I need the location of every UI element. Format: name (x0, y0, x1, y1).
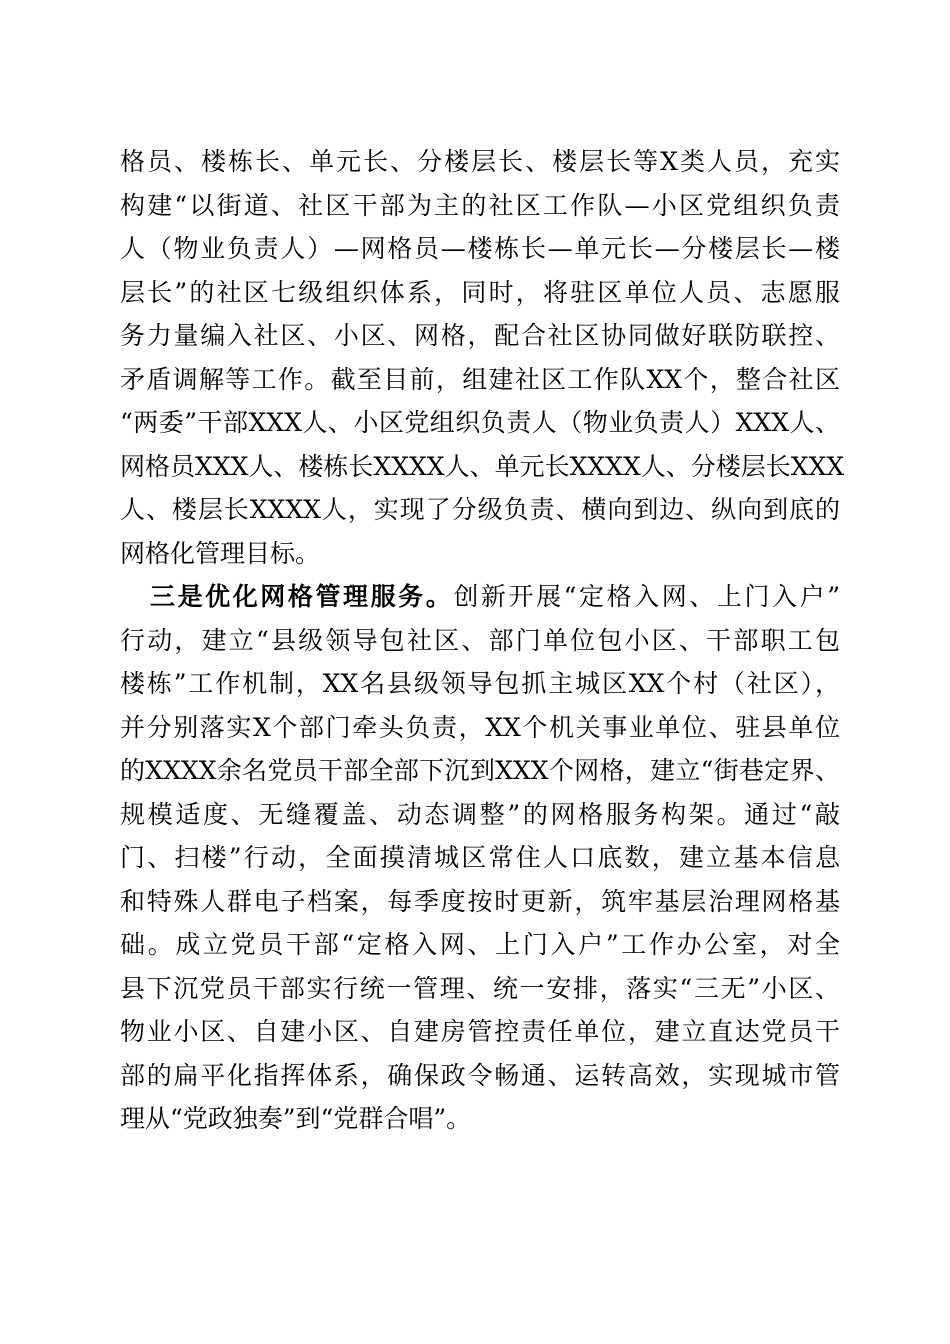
text-line: 和特殊人群电子档案，每季度按时更新，筑牢基层治理网格基 (120, 886, 840, 916)
text-line: 门、扫楼”行动，全面摸清城区常住人口底数，建立基本信息 (120, 843, 840, 872)
text-line: 楼栋”工作机制，XX名县级领导包抓主城区XX个村（社区）， (120, 669, 840, 698)
text-line: 部的扁平化指挥体系，确保政令畅通、运转高效，实现城市管 (120, 1060, 840, 1090)
paragraph-first-line (120, 575, 840, 619)
text-line: 人（物业负责人）—网格员—楼栋长—单元长—分楼层长—楼 (120, 234, 840, 263)
text-line: 行动，建立“县级领导包社区、部门单位包小区、干部职工包 (120, 625, 840, 655)
paragraph-heading: 三是优化网格管理服务。 (150, 582, 454, 611)
text-line: 网格员XXX人、楼栋长XXXX人、单元长XXXX人、分楼层长XXX (120, 451, 845, 481)
text-line: 的XXXX余名党员干部全部下沉到XXX个网格，建立“街巷定界、 (120, 756, 840, 785)
text-line: 层长”的社区七级组织体系，同时，将驻区单位人员、志愿服 (120, 277, 840, 307)
text-line: 础。成立党员干部“定格入网、上门入户”工作办公室，对全 (120, 930, 840, 959)
text-line: 物业小区、自建小区、自建房管控责任单位，建立直达党员干 (120, 1017, 840, 1046)
paragraph-first-line-text: 创新开展“定格入网、上门入户” (453, 582, 840, 611)
text-line: 规模适度、无缝覆盖、动态调整”的网格服务构架。通过“敲 (120, 799, 840, 829)
text-line: 格员、楼栋长、单元长、分楼层长、楼层长等X类人员，充实 (120, 147, 840, 176)
text-line: 理从“党政独奏”到“党群合唱”。 (120, 1104, 472, 1133)
text-line: 网格化管理目标。 (120, 538, 321, 568)
text-line: 矛盾调解等工作。截至目前，组建社区工作队XX个，整合社区 (120, 364, 840, 394)
text-line: 县下沉党员干部实行统一管理、统一安排，落实“三无”小区、 (120, 973, 840, 1003)
paragraph-three (120, 575, 840, 1141)
text-line: 务力量编入社区、小区、网格，配合社区协同做好联防联控、 (120, 321, 840, 350)
text-line: “两委”干部XXX人、小区党组织负责人（物业负责人）XXX人、 (120, 408, 840, 437)
paragraph-continued (120, 140, 845, 575)
text-line: 人、楼层长XXXX人，实现了分级负责、横向到边、纵向到底的 (120, 495, 840, 524)
text-line: 并分别落实X个部门牵头负责，XX个机关事业单位、驻县单位 (120, 712, 840, 742)
text-line: 构建“以街道、社区干部为主的社区工作队—小区党组织负责 (120, 190, 840, 220)
